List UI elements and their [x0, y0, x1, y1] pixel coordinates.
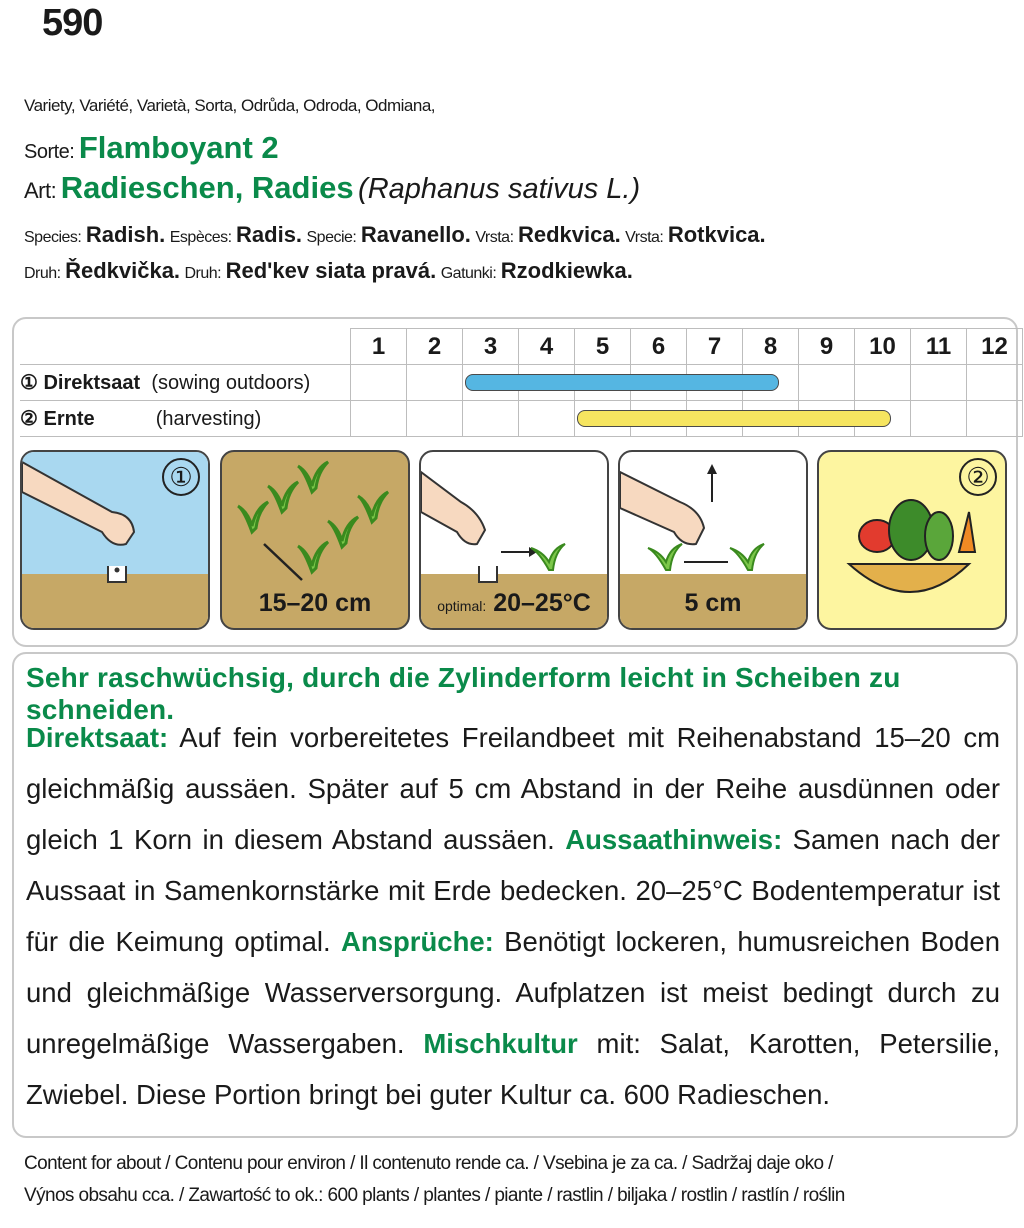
species-label: Druh: — [184, 265, 222, 282]
panel-thinning — [618, 450, 808, 630]
species-name: Rzodkiewka. — [500, 258, 633, 283]
species-label: Vrsta: — [475, 229, 514, 246]
month-header: 11 — [911, 329, 967, 365]
month-header: 2 — [407, 329, 463, 365]
month-cell — [351, 401, 407, 437]
species-label: Espèces: — [169, 229, 232, 246]
month-header: 12 — [967, 329, 1023, 365]
row-label-harvest — [20, 401, 351, 437]
description-headline: Sehr raschwüchsig, durch die Zylinderform leicht in Scheiben zu schneiden. — [26, 662, 901, 725]
step-badge: ② — [959, 458, 997, 496]
text-ansprueche: Benötigt lockeren, humusreichen Boden und gleichmäßige Wasserversorgung. Aufplatzen ist meist bedingt durch zu unregelmäßige Wassergaben. — [26, 926, 1000, 1059]
text-direktsaat: Auf fein vorbereitetes Freilandbeet mit Reihenabstand 15–20 cm gleichmäßig aussäen. Später auf 5 cm Abstand in der Reihe ausdünnen oder gleich 1 Korn in diesem Abstand aussäen. — [26, 722, 1000, 855]
species-name: Redkvica. — [517, 222, 621, 247]
calendar-corner — [20, 329, 351, 365]
species-name: Ředkvička. — [65, 258, 181, 283]
row-name: ② Ernte — [20, 408, 95, 430]
panel-harvest — [817, 450, 1007, 630]
variety-labels: Variety, Variété, Varietà, Sorta, Odrůda, Odroda, Odmiana, — [24, 96, 436, 115]
keyword-mischkultur: Mischkultur — [423, 1028, 578, 1059]
species-label: Vrsta: — [625, 229, 664, 246]
panel-temperature — [419, 450, 609, 630]
product-code: 590 — [42, 2, 103, 44]
month-header-row — [20, 329, 1023, 365]
species-name: Radis. — [236, 222, 303, 247]
species-label: Druh: — [24, 265, 61, 282]
panel-row-spacing — [220, 450, 410, 630]
month-cell — [967, 401, 1023, 437]
month-cell — [351, 365, 407, 401]
species-label: Specie: — [306, 229, 357, 246]
month-header: 4 — [519, 329, 575, 365]
art-line — [24, 170, 640, 206]
species-name: Radish. — [85, 222, 166, 247]
text-aussaathinweis: Samen nach der Aussaat in Samenkornstärke mit Erde bedecken. 20–25°C Bodentemperatur ist für die Keimung optimal. — [26, 824, 1000, 957]
month-header: 9 — [799, 329, 855, 365]
keyword-direktsaat: Direktsaat: — [26, 722, 169, 753]
month-cell — [911, 365, 967, 401]
month-cell — [967, 365, 1023, 401]
species-name: Ravanello. — [360, 222, 471, 247]
art-value: Radieschen, Radies — [60, 170, 354, 205]
temperature-value: 20–25°C — [493, 589, 591, 617]
month-cell — [855, 365, 911, 401]
month-header: 7 — [687, 329, 743, 365]
panel-sowing — [20, 450, 210, 630]
month-header: 1 — [351, 329, 407, 365]
month-cell — [407, 365, 463, 401]
latin-name: (Raphanus sativus L.) — [358, 173, 641, 205]
footer-content-line-1: Content for about / Contenu pour environ / Il contenuto rende ca. / Vsebina je za ca. / Sadržaj daje oko / — [24, 1153, 833, 1174]
species-name: Red'kev siata pravá. — [225, 258, 437, 283]
keyword-ansprueche: Ansprüche: — [341, 926, 494, 957]
row-spacing-label: 15–20 cm — [258, 589, 372, 617]
keyword-aussaathinweis: Aussaathinweis: — [565, 824, 783, 855]
sorte-value: Flamboyant 2 — [78, 130, 279, 165]
species-label: Gatunki: — [440, 265, 497, 282]
month-header: 8 — [743, 329, 799, 365]
month-cell — [463, 401, 519, 437]
description-body — [26, 712, 1000, 1120]
optimal-label: optimal: — [437, 598, 487, 614]
month-cell — [519, 401, 575, 437]
sorte-line — [24, 130, 279, 166]
sowing-period-bar — [465, 374, 779, 391]
row-note: (harvesting) — [155, 408, 262, 430]
row-note: (sowing outdoors) — [151, 372, 311, 394]
month-cell — [911, 401, 967, 437]
month-cell — [799, 365, 855, 401]
harvest-period-bar — [577, 410, 891, 427]
plant-spacing-label: 5 cm — [684, 589, 742, 617]
month-header: 6 — [631, 329, 687, 365]
month-header: 3 — [463, 329, 519, 365]
month-cell — [407, 401, 463, 437]
row-name: ① Direktsaat — [20, 372, 141, 394]
month-header: 5 — [575, 329, 631, 365]
species-name: Rotkvica. — [667, 222, 766, 247]
art-label: Art: — [24, 178, 57, 203]
month-header: 10 — [855, 329, 911, 365]
row-label-sowing — [20, 365, 351, 401]
step-badge: ① — [162, 458, 200, 496]
sorte-label: Sorte: — [24, 141, 75, 163]
species-label: Species: — [24, 229, 82, 246]
species-row-2 — [24, 258, 633, 284]
species-row-1 — [24, 222, 766, 248]
temperature-label — [421, 589, 607, 618]
footer-content-line-2: Výnos obsahu cca. / Zawartość to ok.: 600 plants / plantes / piante / rastlin / biljaka / rostlin / rastlín / roślin — [24, 1185, 845, 1206]
text-mischkultur: mit: Salat, Karotten, Petersilie, Zwiebel. Diese Portion bringt bei guter Kultur ca. 600 Radieschen. — [26, 1028, 1000, 1110]
